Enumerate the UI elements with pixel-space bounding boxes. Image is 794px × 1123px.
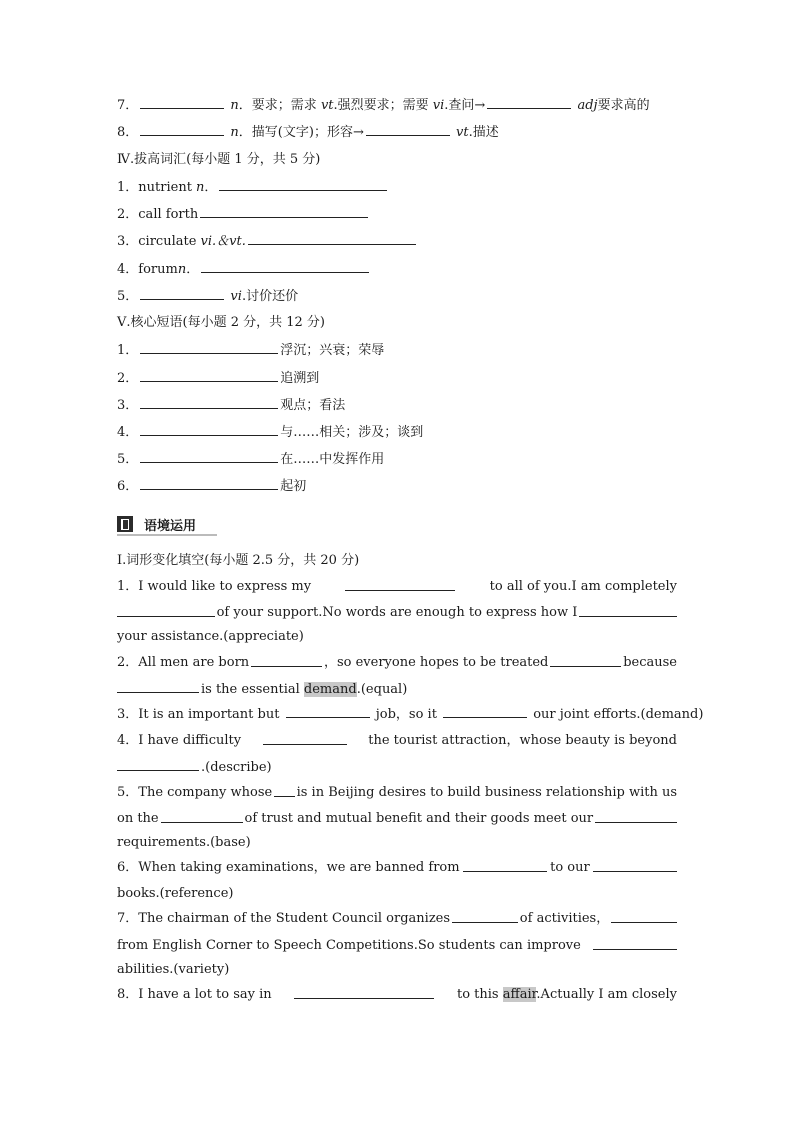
q3-line: 3．It is an important but job，so it our joint efforts.(demand) [117, 707, 704, 722]
q2-line-2: is the essential demand.(equal) [117, 680, 407, 699]
q5-line-1: 5．The company whose is in Beijing desires to build business relationship with us [117, 785, 677, 800]
q5-line-3: requirements.(base) [117, 835, 251, 850]
section-5-title: Ⅴ.核心短语(每小题 2 分，共 12 分) [117, 315, 326, 330]
book-icon [117, 516, 133, 532]
answer-blank[interactable] [140, 96, 224, 109]
vocab-item-8: 8． n．描写(文字)；形容→ vt.描述 [117, 125, 499, 140]
answer-blank[interactable] [263, 732, 347, 745]
answer-blank[interactable] [443, 705, 527, 718]
answer-blank[interactable] [579, 604, 677, 617]
answer-blank[interactable] [251, 654, 322, 667]
q2-line-1: 2．All men are born ，so everyone hopes to be treated because [117, 655, 677, 670]
s4-item-4: 4．forumn． [117, 260, 371, 279]
answer-blank[interactable] [140, 341, 278, 354]
answer-blank[interactable] [140, 450, 278, 463]
q7-line-3: abilities.(variety) [117, 962, 230, 977]
answer-blank[interactable] [593, 937, 677, 950]
answer-blank[interactable] [117, 604, 215, 617]
q4-line-1: 4．I have difficulty the tourist attraction，whose beauty is beyond [117, 733, 677, 748]
answer-blank[interactable] [201, 260, 369, 273]
q5-line-2: on the of trust and mutual benefit and their goods meet our [117, 810, 677, 828]
q8-line-1: 8．I have a lot to say in to this affair.Actually I am closely [117, 987, 677, 1002]
highlighted-word: demand [303, 682, 357, 697]
answer-blank[interactable] [452, 910, 518, 923]
answer-blank[interactable] [286, 705, 370, 718]
q6-line-2: books.(reference) [117, 886, 234, 901]
answer-blank[interactable] [140, 477, 278, 490]
answer-blank[interactable] [117, 680, 199, 693]
answer-blank[interactable] [117, 758, 199, 771]
answer-blank[interactable] [550, 654, 621, 667]
q1-line-1: 1．I would like to express my to all of you.I am completely [117, 579, 677, 594]
exercise-section-title: Ⅰ.词形变化填空(每小题 2.5 分，共 20 分) [117, 553, 360, 568]
answer-blank[interactable] [200, 205, 368, 218]
answer-blank[interactable] [463, 859, 547, 872]
header-underline [117, 534, 217, 536]
answer-blank[interactable] [140, 423, 278, 436]
answer-blank[interactable] [219, 178, 387, 191]
answer-blank[interactable] [487, 96, 571, 109]
answer-blank[interactable] [161, 810, 243, 823]
answer-blank[interactable] [593, 859, 677, 872]
answer-blank[interactable] [140, 396, 278, 409]
context-section-header: 语境运用 [117, 514, 217, 534]
vocab-item-7: 7． n．要求；需求 vt.强烈要求；需要 vi.查问→ adj要求高的 [117, 98, 650, 113]
answer-blank[interactable] [140, 123, 224, 136]
s4-item-3: 3．circulate vi.＆vt. [117, 232, 418, 251]
section-4-title: Ⅳ.拔高词汇(每小题 1 分，共 5 分) [117, 152, 321, 167]
q1-line-2: of your support.No words are enough to express how I [117, 604, 677, 622]
answer-blank[interactable] [366, 123, 450, 136]
answer-blank[interactable] [294, 986, 434, 999]
s5-item-5: 5． 在……中发挥作用 [117, 452, 385, 467]
q7-line-1: 7．The chairman of the Student Council organizes of activities， [117, 910, 677, 928]
s5-item-4: 4． 与……相关；涉及；谈到 [117, 425, 424, 440]
s5-item-1: 1． 浮沉；兴衰；荣辱 [117, 343, 385, 358]
s4-item-5: 5． vi.讨价还价 [117, 289, 299, 304]
s5-item-6: 6． 起初 [117, 479, 307, 494]
answer-blank[interactable] [248, 232, 416, 245]
s5-item-3: 3． 观点；看法 [117, 398, 346, 413]
answer-blank[interactable] [345, 578, 455, 591]
highlighted-word: affair [502, 987, 537, 1002]
s4-item-2: 2．call forth [117, 205, 370, 224]
answer-blank[interactable] [140, 287, 224, 300]
answer-blank[interactable] [611, 910, 677, 923]
q4-line-2: .(describe) [117, 758, 272, 777]
answer-blank[interactable] [595, 810, 677, 823]
q6-line-1: 6．When taking examinations，we are banned from to our [117, 859, 677, 877]
answer-blank[interactable] [140, 369, 278, 382]
answer-blank[interactable] [274, 784, 294, 797]
s4-item-1: 1．nutrient n． [117, 178, 389, 197]
q1-line-3: your assistance.(appreciate) [117, 629, 304, 644]
s5-item-2: 2． 追溯到 [117, 371, 320, 386]
q7-line-2: from English Corner to Speech Competitions.So students can improve [117, 937, 677, 955]
